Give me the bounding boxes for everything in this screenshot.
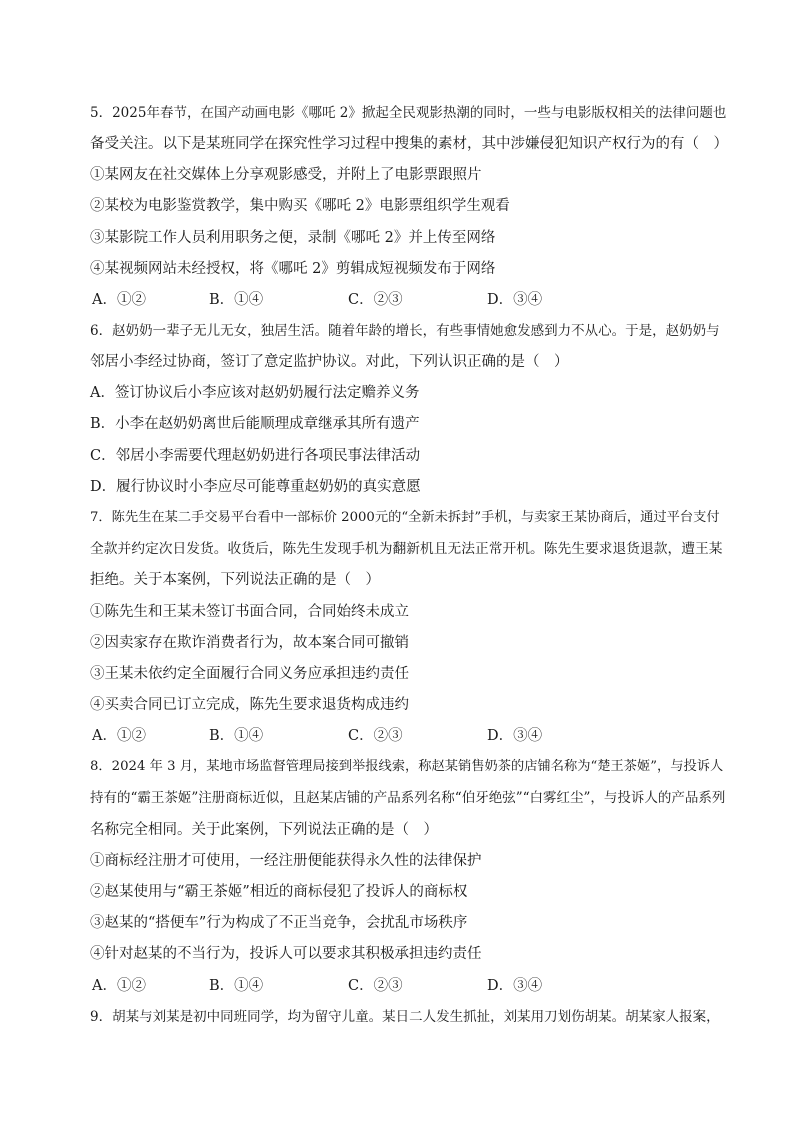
q5-statement-4: ④某视频网站未经授权，将《哪吒 2》剪辑成短视频发布于网络 — [90, 261, 496, 277]
q8-statement-2: ②赵某使用与“霸王茶姬”相近的商标侵犯了投诉人的商标权 — [90, 884, 468, 900]
q8-stem-line-2: 持有的“霸王茶姬”注册商标近似，且赵某店铺的产品系列名称“伯牙绝弦”“白雾红尘”，与投诉人的产品系列 — [90, 790, 726, 806]
q5-stem-line-1: 5．2025年春节，在国产动画电影《哪吒 2》掀起全民观影热潮的同时，一些与电影版权相关的法律问题也 — [90, 105, 727, 121]
q7-choice-d: D．③④ — [487, 728, 543, 744]
q8-choices — [90, 976, 690, 996]
q8-statement-4: ④针对赵某的不当行为，投诉人可以要求其积极承担违约责任 — [90, 946, 482, 962]
q7-statement-4: ④买卖合同已订立完成，陈先生要求退货构成违约 — [90, 697, 409, 713]
q7-choice-b: B．①④ — [209, 728, 264, 744]
q6-option-a: A．签订协议后小李应该对赵奶奶履行法定赡养义务 — [90, 385, 420, 401]
q6-option-b: B．小李在赵奶奶离世后能顺理成章继承其所有遗产 — [90, 416, 420, 432]
q9-stem-line-1: 9．胡某与刘某是初中同班同学，均为留守儿童。某日二人发生抓扯，刘某用刀划伤胡某。胡某家人报案， — [90, 1009, 720, 1025]
q8-stem-line-1: 8．2024 年 3 月，某地市场监督管理局接到举报线索，称赵某销售奶茶的店铺名称为“楚王茶姬”，与投诉人 — [90, 759, 724, 774]
q7-stem-line-2: 全款并约定次日发货。收货后，陈先生发现手机为翻新机且无法正常开机。陈先生要求退货退款，遭王某 — [90, 541, 723, 557]
q5-statement-3: ③某影院工作人员利用职务之便，录制《哪吒 2》并上传至网络 — [90, 230, 496, 246]
q8-choice-c: C．②③ — [348, 978, 403, 994]
q7-stem-line-1: 7．陈先生在某二手交易平台看中一部标价 2000元的“全新未拆封”手机，与卖家王某协商后，通过平台支付 — [90, 510, 720, 525]
q7-choices — [90, 726, 690, 746]
q7-statement-1: ①陈先生和王某未签订书面合同，合同始终未成立 — [90, 604, 409, 620]
q7-stem-line-3: 拒绝。关于本案例，下列说法正确的是（ ） — [90, 572, 380, 588]
q5-statement-1: ①某网友在社交媒体上分享观影感受，并附上了电影票跟照片 — [90, 167, 482, 183]
q8-statement-1: ①商标经注册才可使用，一经注册便能获得永久性的法律保护 — [90, 853, 482, 869]
q5-choice-c: C．②③ — [348, 292, 403, 308]
q8-choice-b: B．①④ — [209, 978, 264, 994]
q7-statement-3: ③王某未依约定全面履行合同义务应承担违约责任 — [90, 666, 409, 682]
q7-choice-a: A．①② — [92, 728, 146, 744]
q7-statement-2: ②因卖家存在欺诈消费者行为，故本案合同可撤销 — [90, 635, 409, 651]
q6-option-d: D．履行协议时小李应尽可能尊重赵奶奶的真实意愿 — [90, 479, 421, 495]
q8-choice-d: D．③④ — [487, 978, 543, 994]
q6-option-c: C．邻居小李需要代理赵奶奶进行各项民事法律活动 — [90, 448, 421, 464]
q5-choice-d: D．③④ — [487, 292, 543, 308]
q5-choices — [90, 290, 690, 310]
q5-choice-b: B．①④ — [209, 292, 264, 308]
q7-choice-c: C．②③ — [348, 728, 403, 744]
q5-statement-2: ②某校为电影鉴赏教学，集中购买《哪吒 2》电影票组织学生观看 — [90, 198, 510, 214]
q5-stem-line-2: 备受关注。以下是某班同学在探究性学习过程中搜集的素材，其中涉嫌侵犯知识产权行为的有（ ） — [90, 136, 728, 152]
q8-statement-3: ③赵某的“搭便车”行为构成了不正当竞争，会扰乱市场秩序 — [90, 915, 468, 931]
q6-stem-line-1: 6．赵奶奶一辈子无儿无女，独居生活。随着年龄的增长，有些事情她愈发感到力不从心。于是，赵奶奶与 — [90, 323, 720, 339]
q5-choice-a: A．①② — [92, 292, 146, 308]
q8-choice-a: A．①② — [92, 978, 146, 994]
q8-stem-line-3: 名称完全相同。关于此案例，下列说法正确的是（ ） — [90, 822, 438, 838]
q6-stem-line-2: 邻居小李经过协商，签订了意定监护协议。对此，下列认识正确的是（ ） — [90, 354, 569, 370]
